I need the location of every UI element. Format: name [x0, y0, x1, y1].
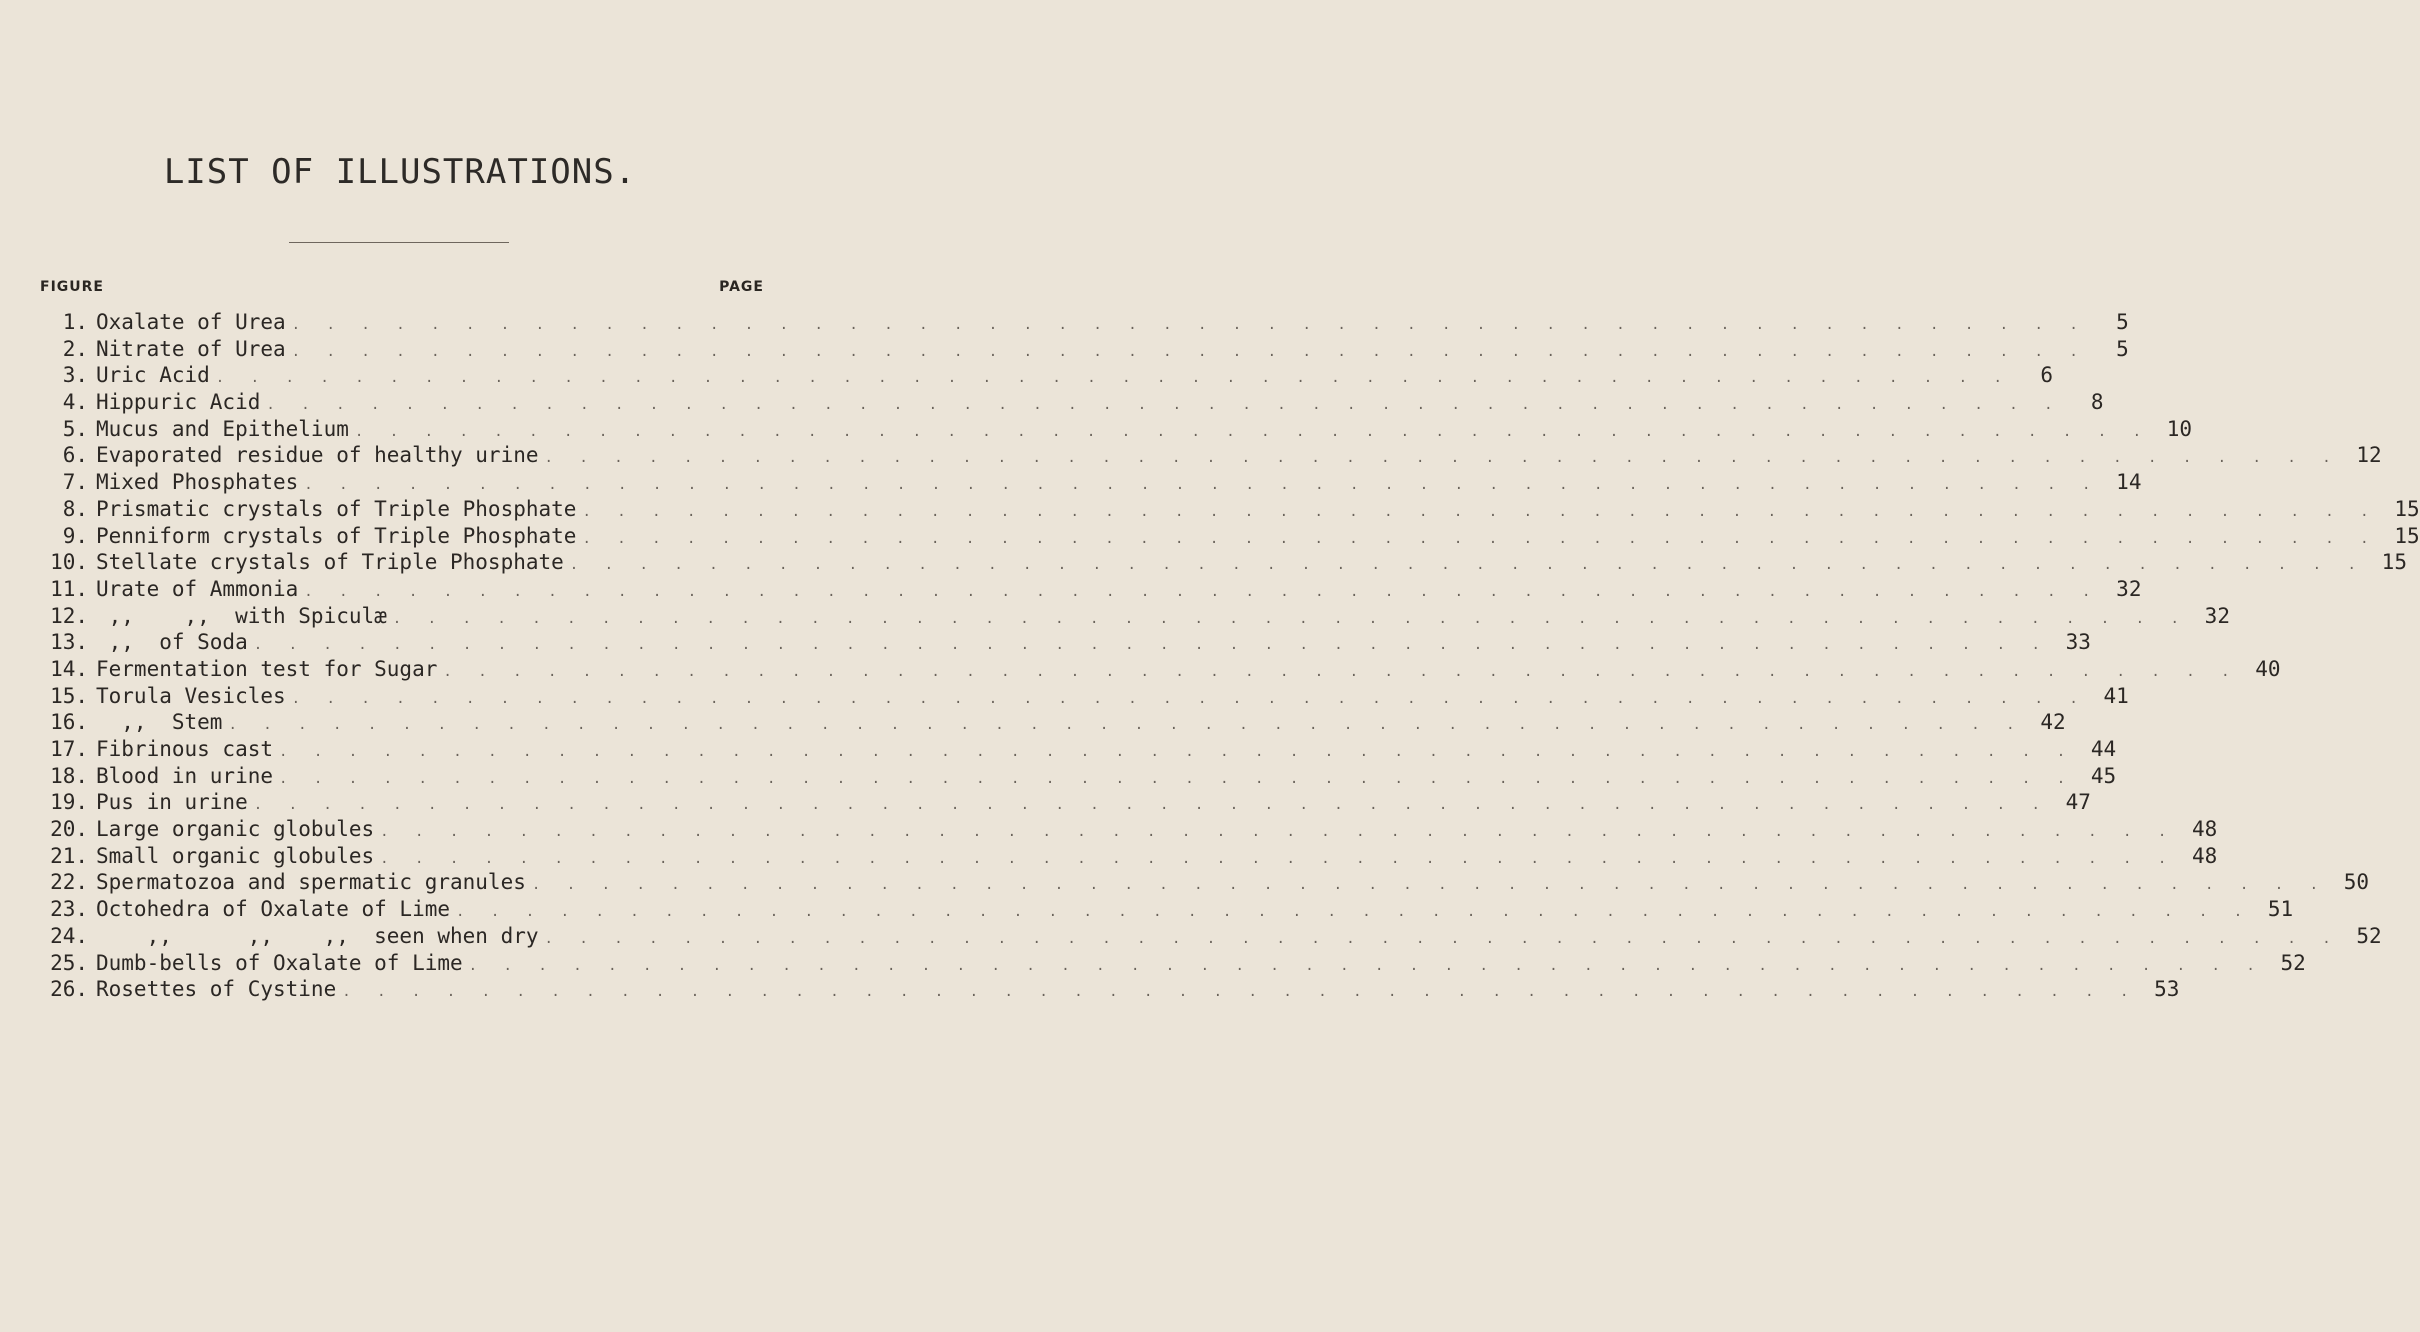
dot-leader: . . . . . . . . . . . . . . . . . . . . . . . . . . . . . . . . . . . . . . . . . . . . . . . . . . . . [582, 530, 2378, 547]
figure-number: 20. [50, 817, 88, 842]
illustration-title: Penniform crystals of Triple Phosphate [96, 523, 577, 548]
page-column-header: PAGE [719, 279, 764, 295]
illustration-title: Mixed Phosphates [96, 470, 299, 495]
list-item [40, 576, 2142, 603]
figure-number: 3. [62, 363, 88, 388]
figure-number: 1. [62, 310, 88, 334]
dot-leader: . . . . . . . . . . . . . . . . . . . . . . . . . . . . . . . . . . . . . . . . . . . . . . . . . . . . [215, 370, 2011, 387]
page-number: 12 [2356, 443, 2382, 468]
illustration-title: ,, ,, with Spiculæ [96, 603, 387, 628]
list-item [40, 442, 2382, 469]
illustration-title: Fermentation test for Sugar [96, 656, 438, 681]
dot-leader: . . . . . . . . . . . . . . . . . . . . . . . . . . . . . . . . . . . . . . . . . . . . . . . . . . . . [266, 397, 2062, 414]
illustration-title: Stellate crystals of Triple Phosphate [96, 550, 564, 575]
illustration-title: Fibrinous cast [96, 737, 274, 761]
page-number: 10 [2166, 416, 2193, 441]
illustration-title: Spermatozoa and spermatic granules [96, 870, 526, 895]
page-number: 14 [2116, 470, 2142, 495]
dot-leader: . . . . . . . . . . . . . . . . . . . . . . . . . . . . . . . . . . . . . . . . . . . . . . . . . . . . [468, 957, 2264, 974]
page-number: 48 [2192, 817, 2218, 842]
illustration-title: ,, ,, ,, seen when dry [96, 923, 539, 948]
page-number: 45 [2090, 763, 2117, 788]
list-item [40, 629, 2091, 656]
illustration-title: Rosettes of Cystine [96, 977, 337, 1002]
page-number: 5 [2116, 310, 2129, 334]
page-number: 40 [2255, 656, 2281, 681]
list-item [40, 683, 2129, 710]
list-item [40, 843, 2218, 870]
list-item [40, 789, 2091, 816]
figure-number: 13. [50, 630, 88, 655]
figure-number: 7. [62, 470, 88, 495]
figure-number: 9. [62, 523, 88, 548]
page-title: LIST OF ILLUSTRATIONS. [163, 152, 637, 192]
illustration-title: Mucus and Epithelium [96, 416, 349, 441]
list-item [40, 336, 2129, 363]
figure-number: 10. [50, 550, 88, 575]
page-number: 52 [2356, 923, 2382, 948]
illustration-title: ,, Stem [96, 710, 223, 735]
figure-number: 17. [50, 737, 88, 761]
dot-leader: . . . . . . . . . . . . . . . . . . . . . . . . . . . . . . . . . . . . . . . . . . . . . . . . . . . . [291, 343, 2087, 360]
list-item [40, 976, 2180, 1003]
page-number: 6 [2040, 363, 2053, 388]
dot-leader: . . . . . . . . . . . . . . . . . . . . . . . . . . . . . . . . . . . . . . . . . . . . . . . . . . . . [253, 637, 2049, 654]
illustration-title: Urate of Ammonia [96, 576, 299, 601]
figure-number: 26. [50, 977, 88, 1002]
figure-number: 23. [50, 897, 88, 922]
dot-leader: . . . . . . . . . . . . . . . . . . . . . . . . . . . . . . . . . . . . . . . . . . . . . . . . . . . . [291, 690, 2087, 707]
page-number: 53 [2154, 977, 2180, 1002]
illustration-title: Large organic globules [96, 817, 375, 842]
dot-leader: . . . . . . . . . . . . . . . . . . . . . . . . . . . . . . . . . . . . . . . . . . . . . . . . . . . . [279, 770, 2075, 787]
dot-leader: . . . . . . . . . . . . . . . . . . . . . . . . . . . . . . . . . . . . . . . . . . . . . . . . . . . . [456, 904, 2252, 921]
dot-leader: . . . . . . . . . . . . . . . . . . . . . . . . . . . . . . . . . . . . . . . . . . . . . . . . . . . . [279, 744, 2075, 760]
page-number: 15 [2381, 550, 2407, 575]
list-item [40, 469, 2142, 496]
figure-number: 6. [62, 443, 88, 468]
illustrations-list [40, 309, 2420, 1003]
title-divider [289, 242, 509, 243]
illustration-title: Hippuric Acid [96, 390, 261, 415]
dot-leader: . . . . . . . . . . . . . . . . . . . . . . . . . . . . . . . . . . . . . . . . . . . . . . . . . . . . [380, 850, 2176, 867]
page-number: 44 [2090, 737, 2117, 761]
page-number: 48 [2192, 843, 2218, 868]
list-item [40, 416, 2193, 443]
dot-leader: . . . . . . . . . . . . . . . . . . . . . . . . . . . . . . . . . . . . . . . . . . . . . . . . . . . . [304, 583, 2100, 600]
illustration-title: Pus in urine [96, 790, 248, 815]
list-item [40, 896, 2294, 923]
page-number: 15 [2394, 523, 2420, 548]
figure-number: 25. [50, 950, 88, 975]
illustration-title: Evaporated residue of healthy urine [96, 443, 539, 468]
page-number: 15 [2394, 496, 2420, 521]
list-item [40, 923, 2382, 950]
dot-leader: . . . . . . . . . . . . . . . . . . . . . . . . . . . . . . . . . . . . . . . . . . . . . . . . . . . . [544, 450, 2340, 467]
figure-number: 15. [50, 683, 88, 708]
illustration-title: Uric Acid [96, 363, 210, 388]
figure-number: 4. [62, 390, 88, 415]
dot-leader: . . . . . . . . . . . . . . . . . . . . . . . . . . . . . . . . . . . . . . . . . . . . . . . . . . . . [253, 797, 2049, 814]
dot-leader: . . . . . . . . . . . . . . . . . . . . . . . . . . . . . . . . . . . . . . . . . . . . . . . . . . . . [443, 663, 2239, 680]
figure-number: 22. [50, 870, 88, 895]
list-item [40, 603, 2230, 630]
figure-number: 14. [50, 656, 88, 681]
list-item [40, 656, 2281, 683]
illustration-title: Octohedra of Oxalate of Lime [96, 897, 451, 922]
dot-leader: . . . . . . . . . . . . . . . . . . . . . . . . . . . . . . . . . . . . . . . . . . . . . . . . . . . . [531, 877, 2328, 894]
figure-number: 12. [50, 603, 88, 628]
page-number: 32 [2204, 603, 2230, 628]
list-item [40, 549, 2407, 576]
illustration-title: Oxalate of Urea [96, 310, 286, 334]
illustration-title: Blood in urine [96, 763, 274, 788]
dot-leader: . . . . . . . . . . . . . . . . . . . . . . . . . . . . . . . . . . . . . . . . . . . . . . . . . . . . [228, 717, 2024, 734]
figure-number: 16. [50, 710, 88, 735]
dot-leader: . . . . . . . . . . . . . . . . . . . . . . . . . . . . . . . . . . . . . . . . . . . . . . . . . . . . [582, 503, 2378, 520]
page-number: 51 [2267, 897, 2294, 922]
figure-number: 18. [50, 763, 88, 788]
figure-number: 21. [50, 843, 88, 868]
dot-leader: . . . . . . . . . . . . . . . . . . . . . . . . . . . . . . . . . . . . . . . . . . . . . . . . . . . . [392, 610, 2188, 627]
dot-leader: . . . . . . . . . . . . . . . . . . . . . . . . . . . . . . . . . . . . . . . . . . . . . . . . . . . . [342, 984, 2138, 1001]
page-number: 52 [2280, 950, 2306, 975]
figure-number: 5. [62, 416, 88, 441]
page-number: 41 [2103, 683, 2129, 708]
page-number: 50 [2343, 870, 2370, 895]
dot-leader: . . . . . . . . . . . . . . . . . . . . . . . . . . . . . . . . . . . . . . . . . . . . . . . . . . . . [304, 477, 2100, 494]
figure-number: 8. [62, 496, 88, 521]
illustration-title: ,, of Soda [96, 630, 248, 655]
illustration-title: Torula Vesicles [96, 683, 286, 708]
illustration-title: Dumb-bells of Oxalate of Lime [96, 950, 463, 975]
figure-number: 11. [50, 576, 88, 601]
page-number: 42 [2040, 710, 2066, 735]
page-number: 47 [2065, 790, 2091, 815]
dot-leader: . . . . . . . . . . . . . . . . . . . . . . . . . . . . . . . . . . . . . . . . . . . . . . . . . . . . [569, 557, 2365, 574]
page-number: 32 [2116, 576, 2142, 601]
list-item [40, 736, 2117, 763]
illustration-title: Small organic globules [96, 843, 375, 868]
list-item [40, 362, 2053, 389]
figure-number: 2. [62, 336, 88, 361]
illustration-title: Prismatic crystals of Triple Phosphate [96, 496, 577, 521]
list-item [40, 309, 2129, 336]
list-item [40, 523, 2420, 550]
page-number: 8 [2090, 390, 2104, 415]
dot-leader: . . . . . . . . . . . . . . . . . . . . . . . . . . . . . . . . . . . . . . . . . . . . . . . . . . . . [544, 930, 2340, 947]
list-item [40, 389, 2104, 416]
list-item [40, 763, 2117, 790]
page-number: 5 [2116, 336, 2129, 361]
figure-column-header: FIGURE [40, 279, 104, 295]
list-item [40, 496, 2420, 523]
list-item [40, 869, 2370, 896]
list-item [40, 709, 2066, 736]
figure-number: 24. [50, 923, 88, 948]
dot-leader: . . . . . . . . . . . . . . . . . . . . . . . . . . . . . . . . . . . . . . . . . . . . . . . . . . . . [380, 824, 2176, 841]
figure-number: 19. [50, 790, 88, 815]
dot-leader: . . . . . . . . . . . . . . . . . . . . . . . . . . . . . . . . . . . . . . . . . . . . . . . . . . . . [354, 423, 2151, 440]
list-item [40, 816, 2218, 843]
page-number: 33 [2065, 630, 2091, 655]
illustration-title: Nitrate of Urea [96, 336, 286, 361]
list-item [40, 950, 2306, 977]
dot-leader: . . . . . . . . . . . . . . . . . . . . . . . . . . . . . . . . . . . . . . . . . . . . . . . . . . . . [291, 317, 2087, 333]
